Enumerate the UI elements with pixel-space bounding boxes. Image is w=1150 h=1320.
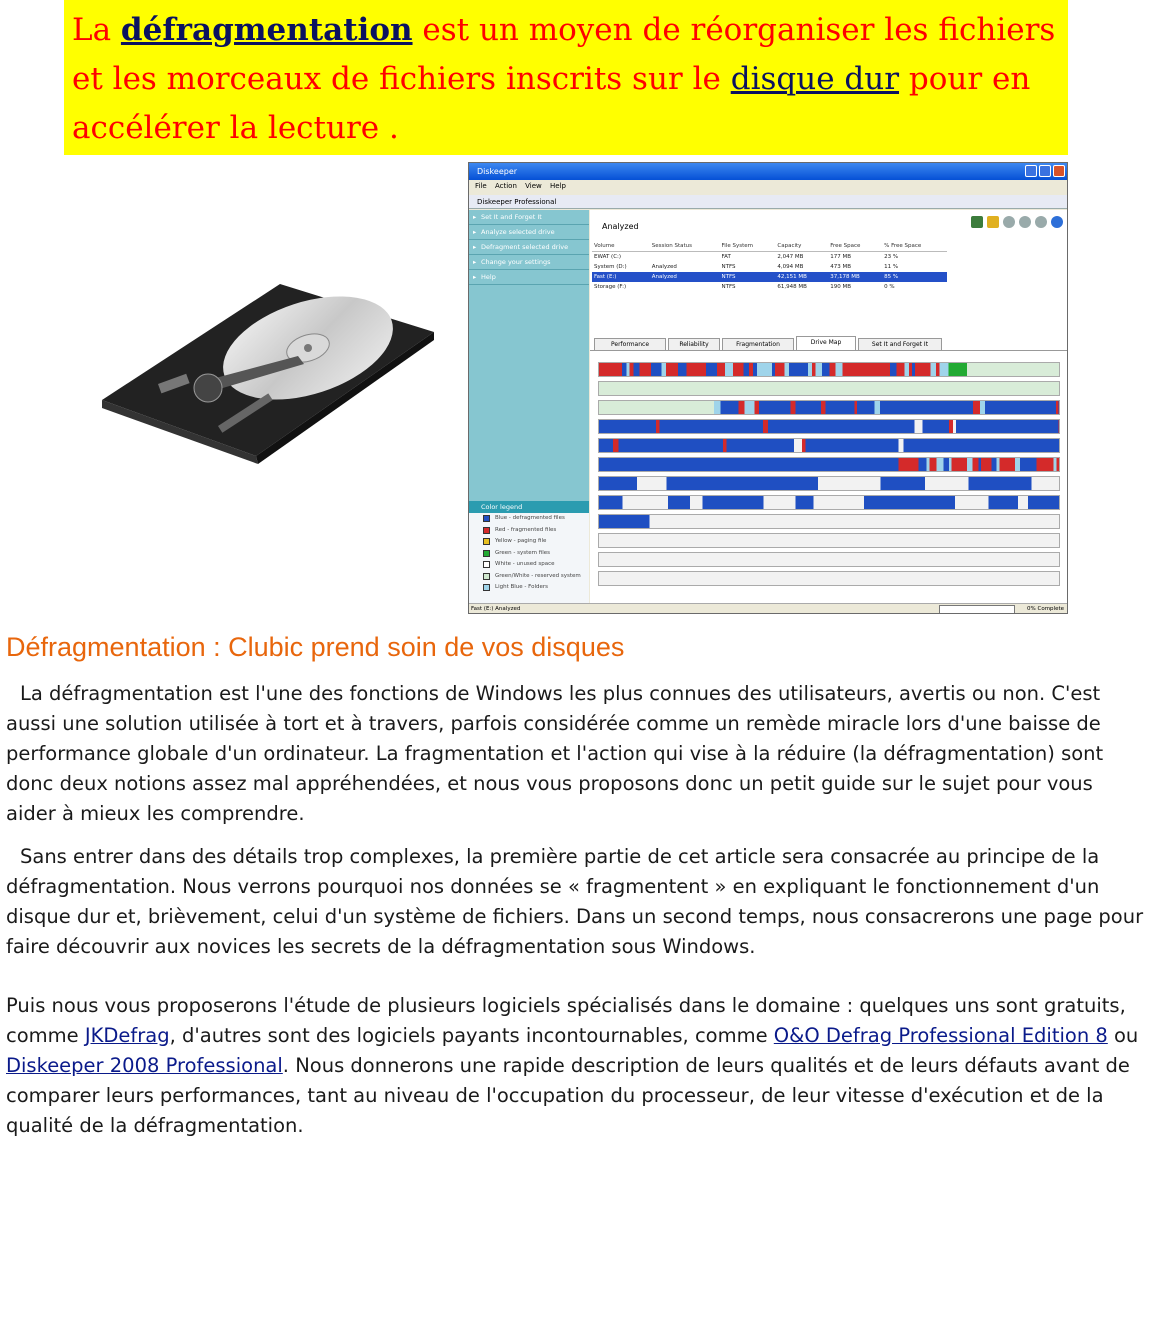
table-cell: NTFS: [721, 264, 736, 270]
table-cell: 23 %: [884, 254, 899, 260]
legend-label: Green - system files: [495, 549, 551, 556]
legend-swatch: [483, 515, 490, 522]
table-cell: 177 MB: [830, 254, 851, 260]
table-cell: [650, 252, 720, 263]
legend-item: [469, 559, 589, 571]
tab-drive-map[interactable]: Drive Map: [796, 336, 856, 350]
status-text: Fast (E:) Analyzed: [471, 606, 521, 612]
legend-swatch: [483, 573, 490, 580]
table-cell: FAT: [721, 254, 731, 260]
main-pane: [590, 210, 1067, 605]
table-cell: 473 MB: [830, 264, 851, 270]
paragraph-3-text-c: ou: [1107, 1024, 1139, 1047]
defrag-icon[interactable]: [987, 216, 999, 228]
table-cell: Analyzed: [650, 272, 720, 282]
legend-item: [469, 536, 589, 548]
tab-fragmentation[interactable]: Fragmentation: [722, 338, 794, 350]
menu-action[interactable]: Action: [494, 182, 517, 190]
tab-reliability[interactable]: Reliability: [668, 338, 720, 350]
legend-item: [469, 571, 589, 583]
drive-map-row: [598, 362, 1060, 377]
table-cell: 0 %: [884, 284, 895, 290]
table-row[interactable]: [592, 262, 947, 272]
table-cell: 85 %: [882, 272, 947, 282]
product-bar: Diskeeper Professional: [469, 195, 1067, 209]
menu-view[interactable]: View: [525, 182, 542, 190]
link-jkdefrag[interactable]: JKDefrag: [84, 1024, 170, 1047]
status-bar: [469, 603, 1067, 613]
color-legend-heading[interactable]: Color legend: [469, 501, 589, 513]
drive-map-row: [598, 438, 1060, 453]
intro-text-middle: est un moyen de réorganiser les fichiers et les morceaux de fichiers inscrits sur le: [72, 12, 1056, 97]
menu-help[interactable]: Help: [549, 182, 566, 190]
legend-label: Green/White - reserved system: [495, 572, 581, 579]
nav-help[interactable]: ▸ Help: [469, 270, 589, 285]
status-heading: Analyzed: [602, 222, 639, 231]
legend-item: [469, 513, 589, 525]
intro-text-start: La: [72, 12, 121, 48]
drive-map-row: [598, 400, 1060, 415]
nav-set-it-and-forget-it[interactable]: ▸ Set It and Forget It: [469, 210, 589, 225]
column-header[interactable]: Capacity: [775, 241, 828, 252]
paragraph-3-text-b: , d'autres sont des logiciels payants incontournables, comme: [169, 1024, 774, 1047]
intro-banner: [64, 0, 1068, 155]
legend-swatch: [483, 527, 490, 534]
drive-map-row: [598, 514, 1060, 529]
column-header[interactable]: File System: [720, 241, 776, 252]
paragraph-2: Sans entrer dans des détails trop complexes, la première partie de cet article sera consacrée au principe de la défragmentation. Nous verrons pourquoi nos données se « fragmentent » en expliquant le fonctionnement d'un disque dur et, brièvement, celui d'un système de fichiers. Dans un second temps, nous consacrerons une page pour faire découvrir aux novices les secrets de la défragmentation sous Windows.: [6, 845, 1144, 958]
help-icon[interactable]: [1051, 216, 1063, 228]
volume-table: [592, 241, 947, 292]
link-oo-defrag[interactable]: O&O Defrag Professional Edition 8: [773, 1024, 1108, 1047]
table-cell: System (D:): [594, 264, 627, 270]
table-cell: Storage (F:): [594, 284, 627, 290]
table-cell: NTFS: [720, 272, 776, 282]
intro-text-end: pour en accélérer la lecture .: [72, 61, 1031, 146]
nav-settings[interactable]: ▸ Change your settings: [469, 255, 589, 270]
tab-set-it-and-forget-it[interactable]: Set It and Forget It: [858, 338, 942, 350]
table-cell: Fast (E:): [592, 272, 650, 282]
window-titlebar: [469, 163, 1067, 180]
table-row[interactable]: [592, 282, 947, 292]
drive-map-row: [598, 495, 1060, 510]
drive-map-row: [598, 533, 1060, 548]
paragraph-3: [6, 991, 1146, 1141]
link-disque-dur[interactable]: disque dur: [730, 61, 900, 97]
legend-swatch: [483, 538, 490, 545]
diskeeper-screenshot: [468, 162, 1068, 614]
column-header[interactable]: Session Status: [650, 241, 720, 252]
table-row[interactable]: [592, 272, 947, 282]
drive-map-row: [598, 552, 1060, 567]
table-cell: NTFS: [721, 284, 736, 290]
table-cell: 190 MB: [830, 284, 851, 290]
drive-map: [598, 362, 1060, 592]
paragraph-3-text-a: Puis nous vous proposerons l'étude de plusieurs logiciels spécialisés dans le domaine : quelques uns sont gratuits, comme: [6, 994, 1126, 1047]
table-row[interactable]: [592, 252, 947, 263]
close-icon[interactable]: [1053, 165, 1065, 177]
hard-drive-image: [98, 280, 438, 465]
paragraph-3-text-d: . Nous donnerons une rapide description de leurs qualités et de leurs défauts avant de comparer leurs performances, tant au niveau de l'occupation du processeur, de leur vitesse d'exécution et de la qualité de la défragmentation.: [6, 1054, 1130, 1137]
legend-label: Blue - defragmented files: [495, 515, 565, 521]
table-cell: 42,151 MB: [775, 272, 828, 282]
legend-label: White - unused space: [495, 561, 555, 567]
pause-icon[interactable]: [1019, 216, 1031, 228]
link-diskeeper[interactable]: Diskeeper 2008 Professional: [6, 1054, 283, 1077]
menu-file[interactable]: File: [475, 182, 487, 190]
legend-label: Yellow - paging file: [495, 538, 547, 544]
tab-bar: [590, 336, 1067, 351]
column-header[interactable]: Free Space: [828, 241, 882, 252]
color-legend: [469, 513, 589, 603]
window-title: Diskeeper: [477, 167, 518, 176]
drive-map-row: [598, 476, 1060, 491]
table-cell: 61,948 MB: [777, 284, 807, 290]
complete-text: 0% Complete: [1027, 606, 1064, 612]
progress-bar: [939, 605, 1015, 614]
toolbar: [967, 216, 1063, 232]
table-cell: EWAT (C:): [594, 254, 622, 260]
tab-performance[interactable]: Performance: [594, 338, 666, 350]
legend-item: [469, 525, 589, 537]
article-title: Défragmentation : Clubic prend soin de vos disques: [6, 632, 625, 662]
table-cell: Analyzed: [651, 264, 677, 270]
table-cell: 4,094 MB: [777, 264, 804, 270]
drive-map-row: [598, 419, 1060, 434]
legend-item: [469, 548, 589, 560]
menu-bar: [469, 180, 1067, 193]
legend-label: Light Blue - Folders: [495, 584, 548, 590]
link-defragmentation[interactable]: défragmentation: [120, 12, 413, 48]
paragraph-1: La défragmentation est l'une des fonctions de Windows les plus connues des utilisateurs, avertis ou non. C'est aussi une solution utilisée à tort et à travers, parfois considérée comme un remède miracle lors d'une baisse de performance globale d'un ordinateur. La fragmentation et l'action qui vise à la réduire (la défragmentation) sont donc deux notions assez mal appréhendées, et nous vous proposons donc un petit guide sur le sujet pour vous aider à mieux les comprendre.: [6, 682, 1104, 825]
table-cell: [650, 282, 720, 292]
table-cell: 2,047 MB: [777, 254, 804, 260]
legend-swatch: [483, 550, 490, 557]
legend-swatch: [483, 584, 490, 591]
legend-swatch: [483, 561, 490, 568]
nav-defragment[interactable]: ▸ Defragment selected drive: [469, 240, 589, 255]
legend-label: Red - fragmented files: [495, 526, 557, 533]
drive-map-row: [598, 381, 1060, 396]
legend-item: [469, 582, 589, 594]
stop-icon[interactable]: [1035, 216, 1047, 228]
network-icon[interactable]: [971, 216, 983, 228]
column-header[interactable]: Volume: [592, 241, 650, 252]
drive-map-row: [598, 457, 1060, 472]
minimize-icon[interactable]: [1025, 165, 1037, 177]
play-icon[interactable]: [1003, 216, 1015, 228]
table-cell: 37,178 MB: [828, 272, 882, 282]
nav-analyze[interactable]: ▸ Analyze selected drive: [469, 225, 589, 240]
maximize-icon[interactable]: [1039, 165, 1051, 177]
column-header[interactable]: % Free Space: [882, 241, 947, 252]
drive-map-row: [598, 571, 1060, 586]
table-cell: 11 %: [884, 264, 899, 270]
